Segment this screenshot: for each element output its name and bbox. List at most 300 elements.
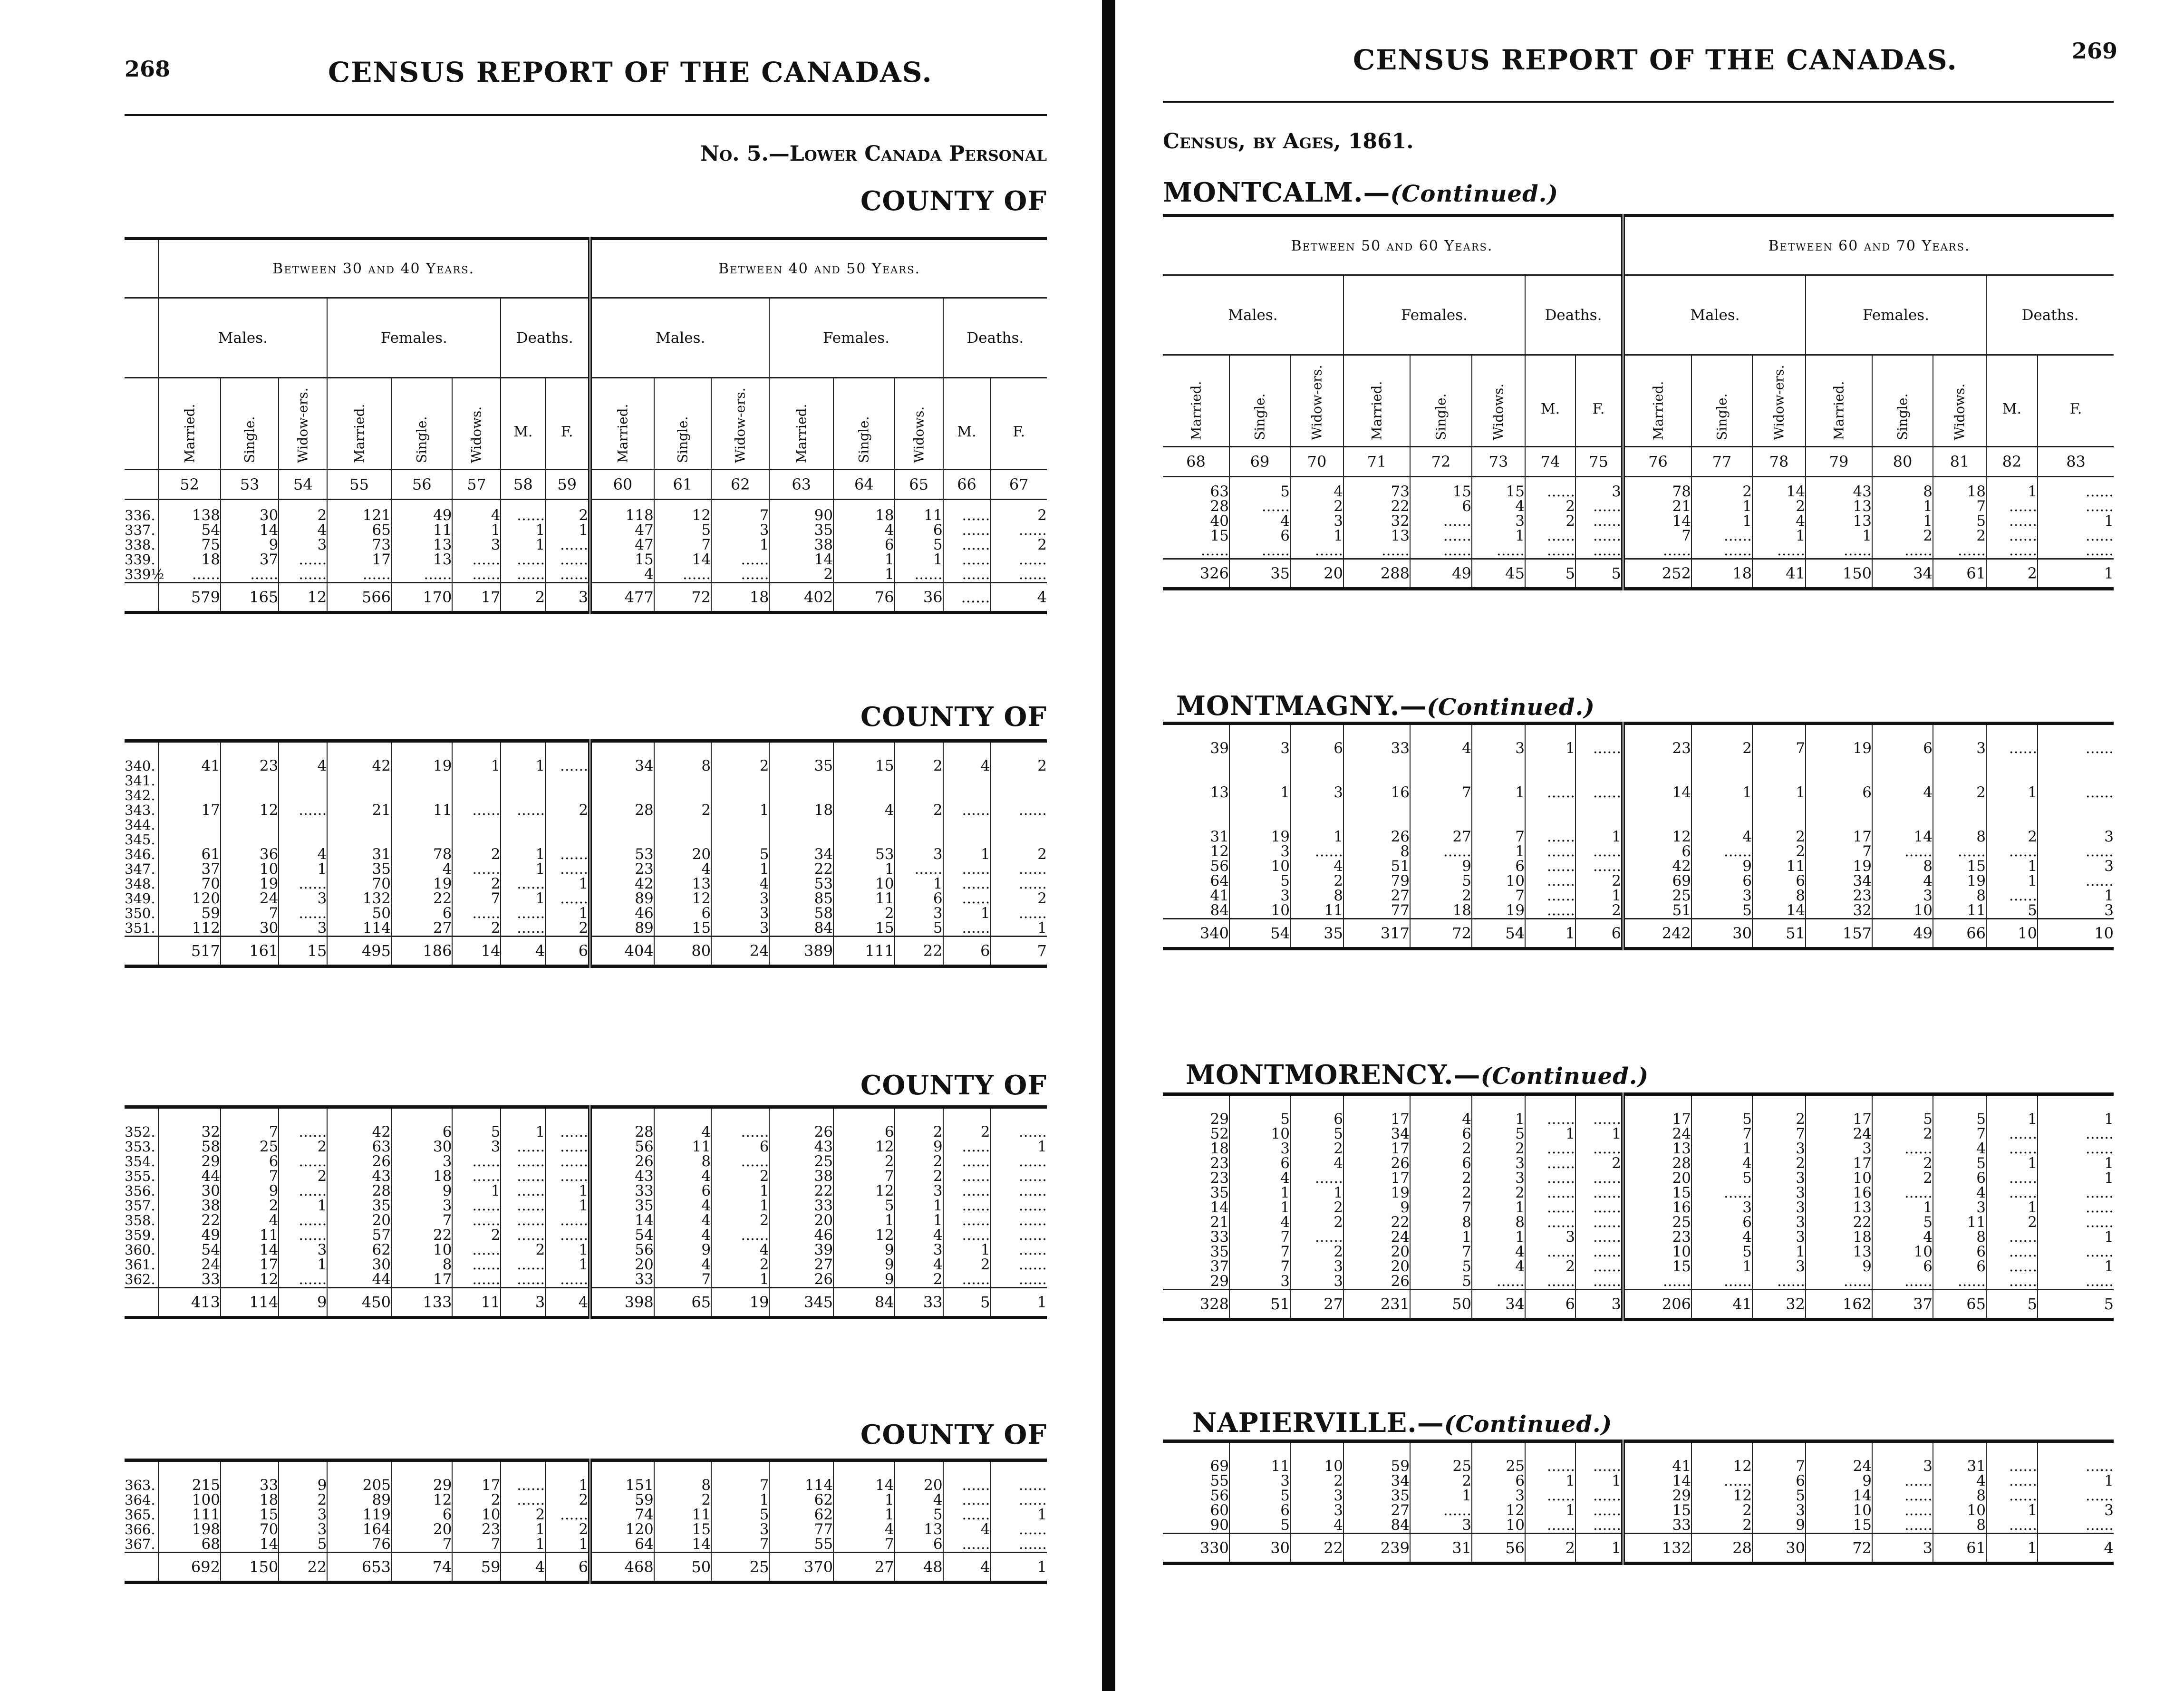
table-cell: 6 [1806,785,1872,800]
table-cell: 1 [711,862,769,877]
table-cell: 4 [1933,1474,1986,1488]
age-group-header: Between 50 and 60 Years. [1163,216,1623,275]
total-cell: 14 [452,937,501,966]
table-cell: 6 [1229,1156,1290,1171]
total-cell: 328 [1163,1290,1229,1320]
table-cell: 43 [1806,484,1872,499]
county-title-3: COUNTY OF [860,1070,1047,1101]
table-cell: 1 [1472,529,1525,543]
table-cell: 1 [833,1493,895,1507]
table-cell [1986,815,2038,830]
table-row [1163,1274,2114,1290]
table-cell: 1 [1986,484,2038,499]
table-cell: ...... [545,891,590,906]
table-cell: ...... [1986,1127,2038,1141]
table-cell: 11 [895,508,943,523]
total-cell: 20 [1290,559,1343,589]
table-cell [590,773,654,788]
total-cell: 15 [279,937,327,966]
table-row [1163,529,2114,543]
table-cell: ...... [1575,1186,1623,1200]
table-cell: ...... [1986,1474,2038,1488]
table-cell: 2 [1752,830,1806,844]
table-cell: 47 [590,523,654,538]
table-cell: 37 [1210,1258,1229,1275]
table-cell: ...... [501,1257,545,1272]
table-cell: 2 [1986,830,2038,844]
table-cell [1229,771,1290,785]
table-cell: 20 [654,847,711,862]
table-cell: ...... [2038,1127,2114,1141]
table-cell: 76 [327,1537,391,1553]
table-cell [2038,756,2114,771]
table-cell: ...... [452,567,501,583]
total-cell: 80 [654,937,711,966]
table-cell: 5 [1691,903,1752,919]
table-cell: 22 [158,1213,221,1228]
table-cell: 6 [1410,1127,1472,1141]
table-cell: 40 [1210,512,1229,530]
table-cell: 29 [158,1154,221,1169]
table-cell: 2 [1575,874,1623,889]
table-cell: 28 [327,1184,391,1198]
table-cell: 1 [1752,529,1806,543]
total-cell: 17 [452,583,501,613]
table-cell: 6 [895,523,943,538]
table-cell: 15 [1623,1259,1691,1274]
table-cell: ...... [1575,1459,1623,1474]
total-cell: 162 [1806,1290,1872,1320]
total-cell: 186 [391,937,453,966]
table-cell: 17 [1343,1112,1410,1127]
table-cell: 14 [221,1243,279,1257]
table-cell: 5 [452,1125,501,1140]
table-cell: ...... [1472,1274,1525,1290]
table-cell: 7 [1933,1127,1986,1141]
table-cell [711,788,769,803]
table-cell: 10 [1472,874,1525,889]
table-cell: 19 [391,877,453,891]
table-cell: ...... [1872,1518,1933,1534]
table-cell: ...... [452,1272,501,1288]
table-cell: 78 [391,847,453,862]
table-cell [769,773,833,788]
table-cell: ...... [1525,484,1575,499]
table-cell [1290,756,1343,771]
table-cell [1525,815,1575,830]
district-number: 361. [125,1256,155,1273]
table-cell: ...... [943,1213,991,1228]
table-cell [1229,800,1290,815]
table-cell: 5 [1691,1112,1752,1127]
table-cell [1343,815,1410,830]
column-number: 64 [833,470,895,500]
total-cell: 114 [221,1288,279,1318]
total-cell: 4 [991,583,1047,613]
table-cell: ...... [1410,543,1472,559]
table-cell: ...... [501,1478,545,1493]
table-cell: 79 [1343,874,1410,889]
table-cell: 2 [1525,1259,1575,1274]
table-cell: 24 [158,1257,221,1272]
table-cell: 18 [391,1169,453,1184]
table-cell [711,818,769,832]
table-row [125,523,1047,538]
total-cell: 517 [158,937,221,966]
table-cell [1472,771,1525,785]
table-cell: ...... [991,1154,1047,1169]
table-cell: 7 [711,508,769,523]
table-cell: 3 [391,1154,453,1169]
table-cell: ...... [501,1169,545,1184]
table-cell: ...... [1525,1215,1575,1230]
table-cell: ...... [1229,543,1290,559]
table-cell: 3 [2038,830,2114,844]
table-cell: 6 [654,1184,711,1198]
table-cell [769,818,833,832]
total-cell: 5 [2038,1290,2114,1320]
total-cell: 5 [1986,1290,2038,1320]
table-cell: ...... [1986,529,2038,543]
table-cell: ...... [501,803,545,818]
table-cell: 4 [654,1228,711,1243]
district-number: 356. [125,1183,155,1199]
total-row [1163,1290,2114,1320]
table-cell: ...... [1525,859,1575,874]
table-cell: 4 [1472,1245,1525,1259]
table-cell [654,818,711,832]
table-cell: ...... [1229,499,1290,514]
table-cell: 38 [158,1198,221,1213]
table-cell: 9 [833,1257,895,1272]
table-cell: 14 [1623,1474,1691,1488]
table-cell: 19 [1472,903,1525,919]
table-cell [158,818,221,832]
table-cell [1933,800,1986,815]
table-cell: 20 [895,1478,943,1493]
table-cell [1872,800,1933,815]
table-cell: ...... [221,567,279,583]
table-cell: 73 [1343,484,1410,499]
table-cell: 24 [1806,1459,1872,1474]
county-title-montcalm: MONTCALM.—(Continued.) [1163,177,1559,208]
table-cell: 2 [545,921,590,937]
table-cell: ...... [1872,844,1933,859]
table-cell: 29 [1210,1273,1229,1290]
table-cell: 12 [654,891,711,906]
table-cell: ...... [1575,859,1623,874]
table-cell: ...... [1806,543,1872,559]
total-cell: 27 [833,1553,895,1583]
table-cell: 1 [2038,1112,2114,1127]
table-cell: 23 [1806,889,1872,903]
table-cell: 6 [1229,1503,1290,1518]
total-cell: 45 [1472,559,1525,589]
table-cell: ...... [1575,543,1623,559]
table-cell: ...... [279,1154,327,1169]
column-number: 72 [1410,447,1472,477]
table-cell: ...... [1525,889,1575,903]
total-cell: 34 [1872,559,1933,589]
table-cell [2038,771,2114,785]
table-row [125,891,1047,906]
table-cell: 6 [1933,1259,1986,1274]
table-cell: 2 [545,1493,590,1507]
table-row [1163,1141,2114,1156]
table-cell: ...... [943,1272,991,1288]
table-cell: 4 [943,759,991,773]
table-cell: ...... [991,1522,1047,1537]
table-cell: ...... [1575,1215,1623,1230]
table-cell: ...... [2038,1245,2114,1259]
table-cell: 6 [895,1537,943,1553]
table-cell: ...... [991,803,1047,818]
table-cell: 15 [1933,859,1986,874]
table-cell: ...... [711,1125,769,1140]
table-cell [1575,800,1623,815]
column-number: 60 [590,470,654,500]
table-cell [327,773,391,788]
table-row [1163,859,2114,874]
table-row [125,803,1047,818]
table-cell: 11 [1229,1459,1290,1474]
total-cell: 206 [1623,1290,1691,1320]
table-cell: 7 [654,538,711,552]
table-cell: ...... [1933,1274,1986,1290]
total-cell: 50 [654,1553,711,1583]
county-title-2: COUNTY OF [860,701,1047,733]
table-cell: 2 [943,1125,991,1140]
table-cell: 1 [1986,1156,2038,1171]
table-cell: 2 [1691,1503,1752,1518]
table-row [125,832,1047,847]
table-cell: ...... [545,1507,590,1522]
table-cell: ...... [1623,1274,1691,1290]
table-cell: 24 [1343,1230,1410,1245]
table-cell: 17 [1343,1171,1410,1186]
table-cell: 3 [279,921,327,937]
table-cell [1472,756,1525,771]
table-row [125,1243,1047,1257]
table-cell: 57 [327,1228,391,1243]
running-head: CENSUS REPORT OF THE CANADAS. [1353,44,1958,76]
table-cell: 51 [1343,859,1410,874]
table-cell: 62 [769,1507,833,1522]
total-cell: 30 [1691,919,1752,949]
table-cell: ...... [2038,874,2114,889]
county-title-1: COUNTY OF [860,185,1047,217]
total-cell: 22 [1290,1534,1343,1564]
table-cell: 1 [711,1272,769,1288]
table-cell: ...... [501,552,545,567]
table-cell [1163,771,1229,785]
table-cell: ...... [1986,1518,2038,1534]
total-cell: 477 [590,583,654,613]
table-cell: 27 [1343,1503,1410,1518]
table-cell: 21 [1623,499,1691,514]
sex-group-header: Males. [1623,275,1806,355]
table-cell: 1 [2038,1171,2114,1186]
table-cell: 1 [991,1507,1047,1522]
table-cell [1691,756,1752,771]
table-cell: 6 [1691,1215,1752,1230]
table-cell: 3 [1752,1230,1806,1245]
table-cell: 22 [1806,1215,1872,1230]
table-cell [1933,756,1986,771]
total-cell: ...... [943,583,991,613]
table-row [1163,514,2114,529]
table-cell: ...... [327,567,391,583]
table-cell: 15 [833,921,895,937]
table-cell: 7 [452,1537,501,1553]
table-cell: 8 [1343,844,1410,859]
table-cell: 69 [1623,874,1691,889]
table-cell: 7 [711,1537,769,1553]
table-cell: 14 [769,552,833,567]
table-cell: 5 [1872,1112,1933,1127]
table-cell: 14 [221,1537,279,1553]
table-cell: ...... [895,567,943,583]
table-cell: 120 [158,891,221,906]
table-cell: ...... [501,1154,545,1169]
total-cell: 59 [452,1553,501,1583]
table-cell: 1 [1575,830,1623,844]
total-cell: 4 [501,1553,545,1583]
table-cell: 14 [1872,830,1933,844]
table-cell: 17 [1343,1141,1410,1156]
table-cell: ...... [279,1184,327,1198]
table-cell: 2 [452,1493,501,1507]
column-number: 68 [1163,447,1229,477]
table-row [125,906,1047,921]
total-cell: 2 [1986,559,2038,589]
district-number: 338. [125,537,155,553]
county-title-montmorency: MONTMORENCY.—(Continued.) [1186,1059,1649,1091]
table-cell: 4 [654,1198,711,1213]
table-cell: 4 [279,759,327,773]
table-cell: ...... [501,508,545,523]
table-cell: 35 [590,1198,654,1213]
table-cell: 52 [1210,1125,1229,1142]
table-cell: 4 [895,1228,943,1243]
table-cell: 8 [1472,1215,1525,1230]
table-cell: ...... [279,567,327,583]
table-cell [1691,815,1752,830]
table-cell: 7 [1229,1230,1290,1245]
table-cell [590,818,654,832]
table-cell: ...... [711,1228,769,1243]
column-header: Widows. [468,406,484,463]
district-number: 364. [125,1492,155,1508]
table-cell: 84 [769,921,833,937]
table-cell: 18 [158,552,221,567]
county-name: MONTMORENCY. [1186,1059,1454,1091]
table-cell: 1 [1691,1141,1752,1156]
table-cell: 2 [1472,1141,1525,1156]
total-cell: 66 [1933,919,1986,949]
table-cell: 43 [590,1169,654,1184]
table-cell: ...... [1933,844,1986,859]
column-number: 69 [1229,447,1290,477]
table-cell: 120 [590,1522,654,1537]
table-cell: 23 [221,759,279,773]
total-cell: 6 [545,937,590,966]
table-cell: 138 [158,508,221,523]
table-cell: 6 [1872,741,1933,756]
sex-group-header: Deaths. [1986,275,2114,355]
table-cell: 54 [590,1228,654,1243]
total-cell: 25 [711,1553,769,1583]
table-cell [1163,800,1229,815]
table-cell: 2 [769,567,833,583]
table-cell: 2 [279,1493,327,1507]
table-cell: 1 [545,1243,590,1257]
table-cell [1290,771,1343,785]
table-cell: ...... [501,1140,545,1154]
table-cell [158,773,221,788]
table-cell: 1 [501,523,545,538]
table-row [1163,1474,2114,1488]
column-header: Married. [793,404,810,463]
table-cell: ...... [279,803,327,818]
table-cell: 1 [501,1522,545,1537]
table-cell: ...... [2038,1215,2114,1230]
table-row [125,1169,1047,1184]
table-cell: 1 [452,1184,501,1198]
table-cell: 7 [1472,830,1525,844]
continued-label: (Continued.) [1480,1063,1649,1090]
table-cell: 7 [391,1213,453,1228]
table-cell: ...... [1575,1518,1623,1534]
table-cell [1472,815,1525,830]
table-cell: ...... [1872,1488,1933,1503]
table-cell: 4 [654,1125,711,1140]
table-cell: 2 [711,759,769,773]
table-cell: ...... [943,1493,991,1507]
table-cell: 25 [769,1154,833,1169]
table-cell: 1 [1525,1474,1575,1488]
total-cell: 30 [1229,1534,1290,1564]
table-cell: 5 [1752,1488,1806,1503]
table-cell: 9 [279,1478,327,1493]
table-cell: 2 [1872,1171,1933,1186]
table-cell: ...... [943,803,991,818]
table-cell: 13 [1343,529,1410,543]
table-cell: 56 [1210,858,1229,875]
table-cell: 9 [1752,1518,1806,1534]
table-cell: 3 [1472,1156,1525,1171]
table-cell: 35 [1343,1488,1410,1503]
table-cell: 14 [1752,903,1806,919]
table-cell: 2 [1691,1518,1752,1534]
table-cell: 5 [1933,514,1986,529]
column-header-block [125,237,1047,500]
table-cell: 1 [1410,1230,1472,1245]
table-cell: 51 [1623,903,1691,919]
table-cell: 2 [1872,1156,1933,1171]
column-header: Married. [1831,381,1847,440]
sex-group-header: Females. [1806,275,1986,355]
table-cell: 2 [991,847,1047,862]
table-cell: 9 [654,1243,711,1257]
table-cell: 20 [391,1522,453,1537]
total-cell: 340 [1163,919,1229,949]
column-header: Widows. [911,406,927,463]
total-cell: 49 [1872,919,1933,949]
table-cell: 5 [1872,1215,1933,1230]
table-cell: 3 [1472,741,1525,756]
table-cell: 68 [158,1537,221,1553]
